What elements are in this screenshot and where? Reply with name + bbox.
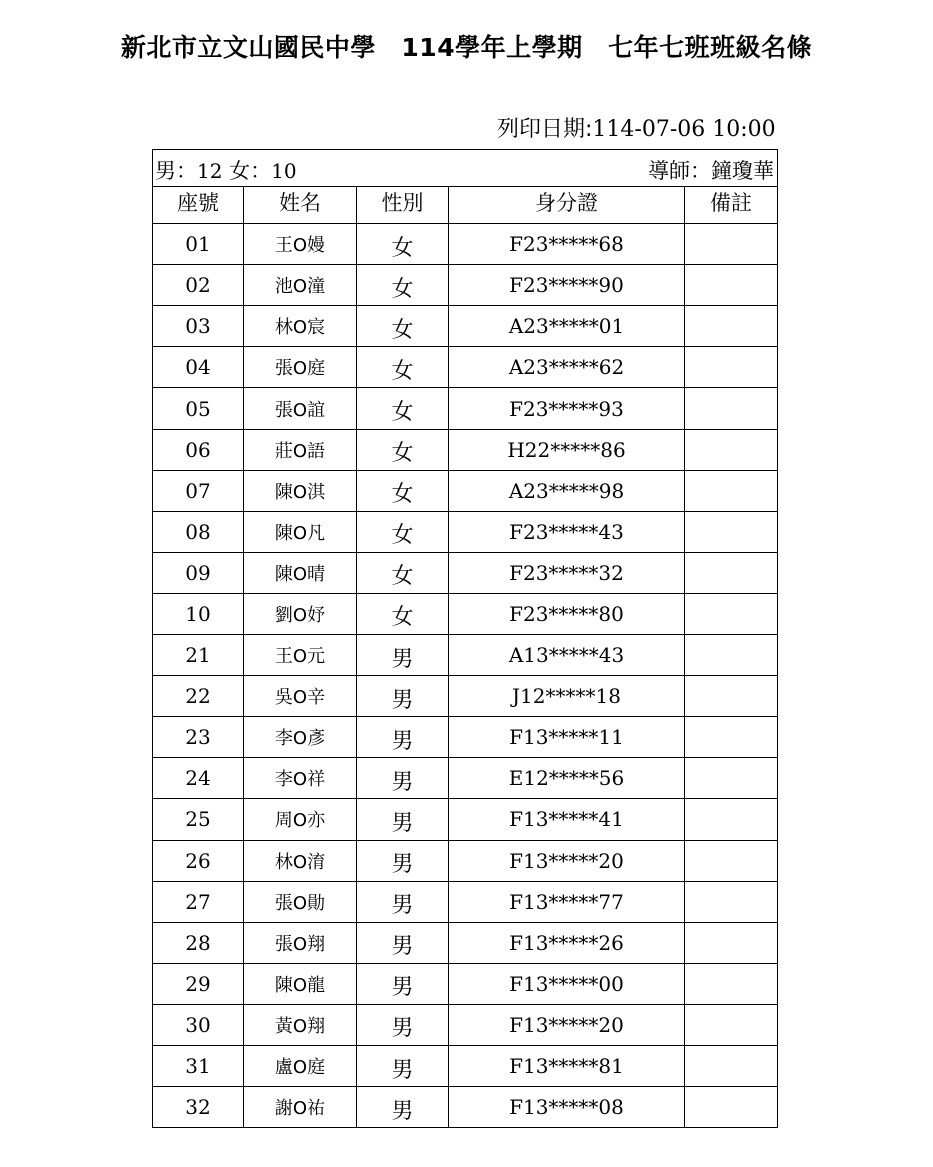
table-row [153, 1004, 778, 1045]
student-id: A23*****62 [449, 347, 685, 388]
student-id: F23*****80 [449, 593, 685, 634]
student-gender: 女 [357, 265, 449, 306]
student-id: F23*****43 [449, 511, 685, 552]
student-name: 張O翔 [244, 922, 357, 963]
student-id: F13*****77 [449, 881, 685, 922]
student-name: 陳O淇 [244, 470, 357, 511]
student-note [685, 224, 778, 265]
student-note [685, 306, 778, 347]
table-row [153, 1087, 778, 1128]
student-name: 李O祥 [244, 758, 357, 799]
seat-number: 24 [153, 758, 244, 799]
column-header-gender: 性別 [357, 187, 449, 224]
table-row [153, 470, 778, 511]
student-gender: 男 [357, 717, 449, 758]
student-gender: 男 [357, 799, 449, 840]
summary-row [153, 150, 778, 187]
table-row [153, 717, 778, 758]
column-header-name: 姓名 [244, 187, 357, 224]
print-date-value: 114-07-06 10:00 [592, 117, 776, 142]
print-date [497, 112, 777, 143]
student-gender: 女 [357, 388, 449, 429]
seat-number: 04 [153, 347, 244, 388]
student-gender: 男 [357, 758, 449, 799]
student-id: F13*****11 [449, 717, 685, 758]
male-label: 男： [155, 159, 197, 183]
student-gender: 女 [357, 306, 449, 347]
document-title: 新北市立文山國民中學 114學年上學期 七年七班班級名條 [120, 33, 813, 62]
student-gender: 男 [357, 676, 449, 717]
student-note [685, 1045, 778, 1086]
student-note [685, 635, 778, 676]
table-row [153, 224, 778, 265]
table-row [153, 635, 778, 676]
seat-number: 22 [153, 676, 244, 717]
teacher-name: 導師：鐘瓊華 [648, 159, 775, 183]
seat-number: 10 [153, 593, 244, 634]
student-name: 張O庭 [244, 347, 357, 388]
student-id: F23*****32 [449, 552, 685, 593]
student-note [685, 511, 778, 552]
student-note [685, 881, 778, 922]
seat-number: 27 [153, 881, 244, 922]
table-row [153, 1045, 778, 1086]
student-id: A23*****01 [449, 306, 685, 347]
student-id: H22*****86 [449, 429, 685, 470]
student-name: 吳O辛 [244, 676, 357, 717]
student-name: 劉O妤 [244, 593, 357, 634]
student-gender: 女 [357, 593, 449, 634]
student-id: F13*****08 [449, 1087, 685, 1128]
student-id: F23*****68 [449, 224, 685, 265]
seat-number: 02 [153, 265, 244, 306]
student-note [685, 1004, 778, 1045]
column-header-id: 身分證 [449, 187, 685, 224]
student-name: 謝O祐 [244, 1087, 357, 1128]
female-count: 10 [271, 159, 297, 183]
student-gender: 女 [357, 347, 449, 388]
table-row [153, 511, 778, 552]
student-id: F13*****00 [449, 963, 685, 1004]
student-id: F13*****41 [449, 799, 685, 840]
seat-number: 06 [153, 429, 244, 470]
student-name: 莊O語 [244, 429, 357, 470]
seat-number: 03 [153, 306, 244, 347]
student-name: 陳O凡 [244, 511, 357, 552]
print-date-label: 列印日期: [497, 117, 593, 142]
table-row [153, 799, 778, 840]
student-name: 王O元 [244, 635, 357, 676]
student-name: 王O嫚 [244, 224, 357, 265]
student-gender: 女 [357, 470, 449, 511]
table-row [153, 552, 778, 593]
seat-number: 05 [153, 388, 244, 429]
table-row [153, 840, 778, 881]
column-header-seat: 座號 [153, 187, 244, 224]
student-id: J12*****18 [449, 676, 685, 717]
gender-counts [155, 155, 297, 185]
student-gender: 女 [357, 552, 449, 593]
female-label: 女： [229, 159, 272, 183]
seat-number: 08 [153, 511, 244, 552]
student-name: 陳O龍 [244, 963, 357, 1004]
student-gender: 男 [357, 635, 449, 676]
table-row [153, 388, 778, 429]
class-roster-table [152, 149, 778, 1128]
student-note [685, 676, 778, 717]
student-name: 陳O晴 [244, 552, 357, 593]
seat-number: 01 [153, 224, 244, 265]
seat-number: 29 [153, 963, 244, 1004]
seat-number: 26 [153, 840, 244, 881]
student-note [685, 922, 778, 963]
table-row [153, 963, 778, 1004]
student-id: F23*****93 [449, 388, 685, 429]
table-row [153, 676, 778, 717]
student-name: 黃O翔 [244, 1004, 357, 1045]
table-row [153, 922, 778, 963]
student-name: 張O勛 [244, 881, 357, 922]
student-id: F13*****81 [449, 1045, 685, 1086]
student-gender: 男 [357, 963, 449, 1004]
student-gender: 女 [357, 429, 449, 470]
student-note [685, 963, 778, 1004]
student-gender: 男 [357, 1045, 449, 1086]
student-gender: 女 [357, 224, 449, 265]
student-id: F13*****20 [449, 840, 685, 881]
table-row [153, 758, 778, 799]
table-row [153, 593, 778, 634]
student-gender: 男 [357, 840, 449, 881]
table-row [153, 881, 778, 922]
seat-number: 23 [153, 717, 244, 758]
student-gender: 男 [357, 881, 449, 922]
student-note [685, 347, 778, 388]
table-row [153, 265, 778, 306]
seat-number: 31 [153, 1045, 244, 1086]
student-id: F23*****90 [449, 265, 685, 306]
summary-cell [153, 150, 778, 187]
student-id: A13*****43 [449, 635, 685, 676]
student-note [685, 265, 778, 306]
seat-number: 21 [153, 635, 244, 676]
student-name: 池O潼 [244, 265, 357, 306]
student-note [685, 429, 778, 470]
table-row [153, 347, 778, 388]
student-note [685, 717, 778, 758]
seat-number: 28 [153, 922, 244, 963]
student-name: 盧O庭 [244, 1045, 357, 1086]
student-note [685, 799, 778, 840]
student-id: F13*****20 [449, 1004, 685, 1045]
student-note [685, 840, 778, 881]
header-row [153, 187, 778, 224]
student-gender: 男 [357, 1004, 449, 1045]
student-gender: 男 [357, 1087, 449, 1128]
seat-number: 30 [153, 1004, 244, 1045]
student-gender: 女 [357, 511, 449, 552]
student-note [685, 552, 778, 593]
student-note [685, 758, 778, 799]
student-note [685, 388, 778, 429]
student-name: 林O宸 [244, 306, 357, 347]
student-id: E12*****56 [449, 758, 685, 799]
student-note [685, 1087, 778, 1128]
column-header-note: 備註 [685, 187, 778, 224]
student-id: F13*****26 [449, 922, 685, 963]
seat-number: 25 [153, 799, 244, 840]
student-id: A23*****98 [449, 470, 685, 511]
student-name: 林O淯 [244, 840, 357, 881]
table-row [153, 429, 778, 470]
student-name: 李O彥 [244, 717, 357, 758]
table-row [153, 306, 778, 347]
student-name: 周O亦 [244, 799, 357, 840]
student-name: 張O誼 [244, 388, 357, 429]
student-gender: 男 [357, 922, 449, 963]
seat-number: 09 [153, 552, 244, 593]
student-note [685, 593, 778, 634]
student-note [685, 470, 778, 511]
seat-number: 32 [153, 1087, 244, 1128]
seat-number: 07 [153, 470, 244, 511]
male-count: 12 [197, 159, 223, 183]
